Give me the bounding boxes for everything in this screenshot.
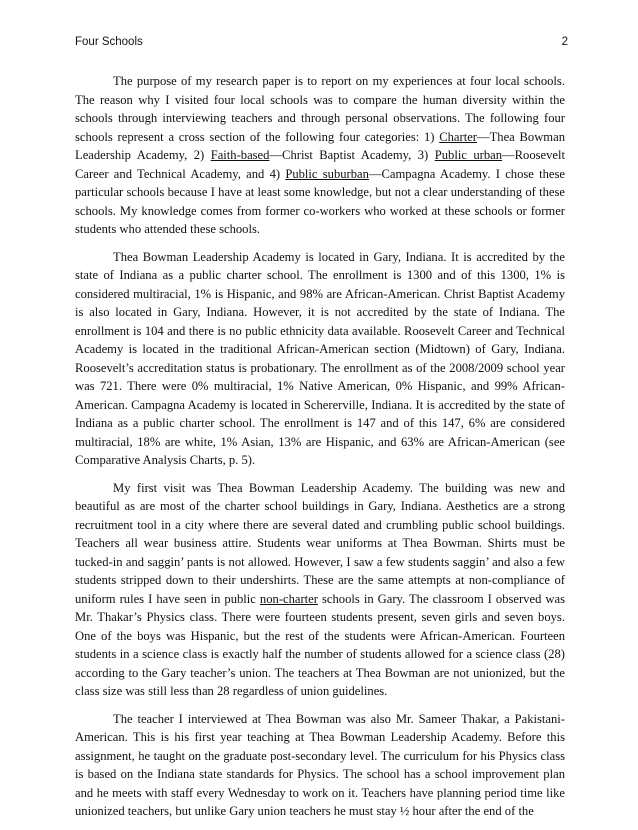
paragraph-1-text-b: —Thea Bowman Leadership Academy, 2) bbox=[75, 129, 565, 162]
document-body bbox=[75, 72, 565, 830]
header-title: Four Schools bbox=[75, 36, 143, 48]
paragraph-3-text-b: schools in Gary. The classroom I observed was Mr. Thakar’s Physics class. There were fourteen students present, seven girls and seven boys. One of the boys was Hispanic, but the rest of the students were African-American. Fourteen students in a science class is exactly half the number of students allowed for a science class (28) according to the Gary teacher’s union. The teachers at Thea Bowman are not unionized, but the class size was still less than 28 regardless of union guidelines. bbox=[75, 591, 565, 698]
category-faith-based: Faith-based bbox=[210, 148, 270, 162]
paragraph-1-text-a: The purpose of my research paper is to report on my experiences at four local schools. The reason why I visited four local schools was to compare the human diversity within the schools through interviewing teachers and through personal observations. The following four schools represent a cross section of the following four categories: 1) bbox=[75, 74, 565, 144]
category-public-suburban: Public suburban bbox=[285, 166, 369, 181]
running-header bbox=[75, 36, 568, 52]
paragraph-1-text-e: —Campagna Academy. I chose these particular schools because I have at least some knowledge, but not a clear understanding of these schools. My knowledge comes from former co-workers who worked at these schools or former students who attended these schools. bbox=[75, 166, 565, 236]
category-public-urban: Public urban bbox=[434, 148, 503, 162]
underlined-non-charter: non-charter bbox=[259, 591, 318, 606]
paragraph-4: The teacher I interviewed at Thea Bowman was also Mr. Sameer Thakar, a Pakistani-American. This is his first year teaching at Thea Bowman Leadership Academy. Before this assignment, he taught on the graduate post-secondary level. The curriculum for his Physics class is based on the Indiana state standards for Physics. The school has a school improvement plan and he meets with staff every Wednesday to work on it. Teachers have planning period time like unionized teachers, but unlike Gary union teachers he must stay ½ hour after the end of the bbox=[75, 711, 565, 818]
paragraph-1-text-c: —Christ Baptist Academy, 3) bbox=[269, 148, 435, 162]
paragraph-1-text-d: —Roosevelt Career and Technical Academy, and 4) bbox=[75, 148, 565, 181]
page-number: 2 bbox=[561, 36, 568, 48]
paragraph-2: Thea Bowman Leadership Academy is located in Gary, Indiana. It is accredited by the state of Indiana as a public charter school. The enrollment is 1300 and of this 1300, 1% is considered multiracial, 1% is Hispanic, and 98% are African-American. Christ Baptist Academy is also located in Gary, Indiana. However, it is not accredited by the state of Indiana. The enrollment is 104 and there is no public ethnicity data available. Roosevelt Career and Technical Academy is located in the traditional African-American section (Midtown) of Gary, Indiana. Roosevelt’s accreditation status is probationary. The enrollment as of the 2008/2009 school year was 721. There were 0% multiracial, 1% Native American, 0% Hispanic, and 99% African-American. Campagna Academy is located in Schererville, Indiana. It is accredited by the state of Indiana as a public charter school. The enrollment is 147 and of this 147, 6% are considered multiracial, 18% are white, 1% Asian, 13% are Hispanic, and 63% are African-American (see Comparative Analysis Charts, p. 5). bbox=[75, 249, 565, 467]
category-charter: Charter bbox=[439, 129, 477, 144]
paragraph-3 bbox=[75, 479, 565, 701]
paragraph-1 bbox=[75, 72, 565, 239]
paragraph-3-text-a: My first visit was Thea Bowman Leadership Academy. The building was new and beautiful as are most of the charter school buildings in Gary, Indiana. Aesthetics are a strong recruitment tool in a city where there are several dated and crumbling public school buildings. Teachers all wear business attire. Students wear uniforms at Thea Bowman. Shirts must be tucked-in and saggin’ pants is not allowed. However, I saw a few students saggin’ and also a few students stripped down to their undershirts. These are the same attempts at non-compliance of uniform rules I have seen in public bbox=[75, 480, 565, 606]
